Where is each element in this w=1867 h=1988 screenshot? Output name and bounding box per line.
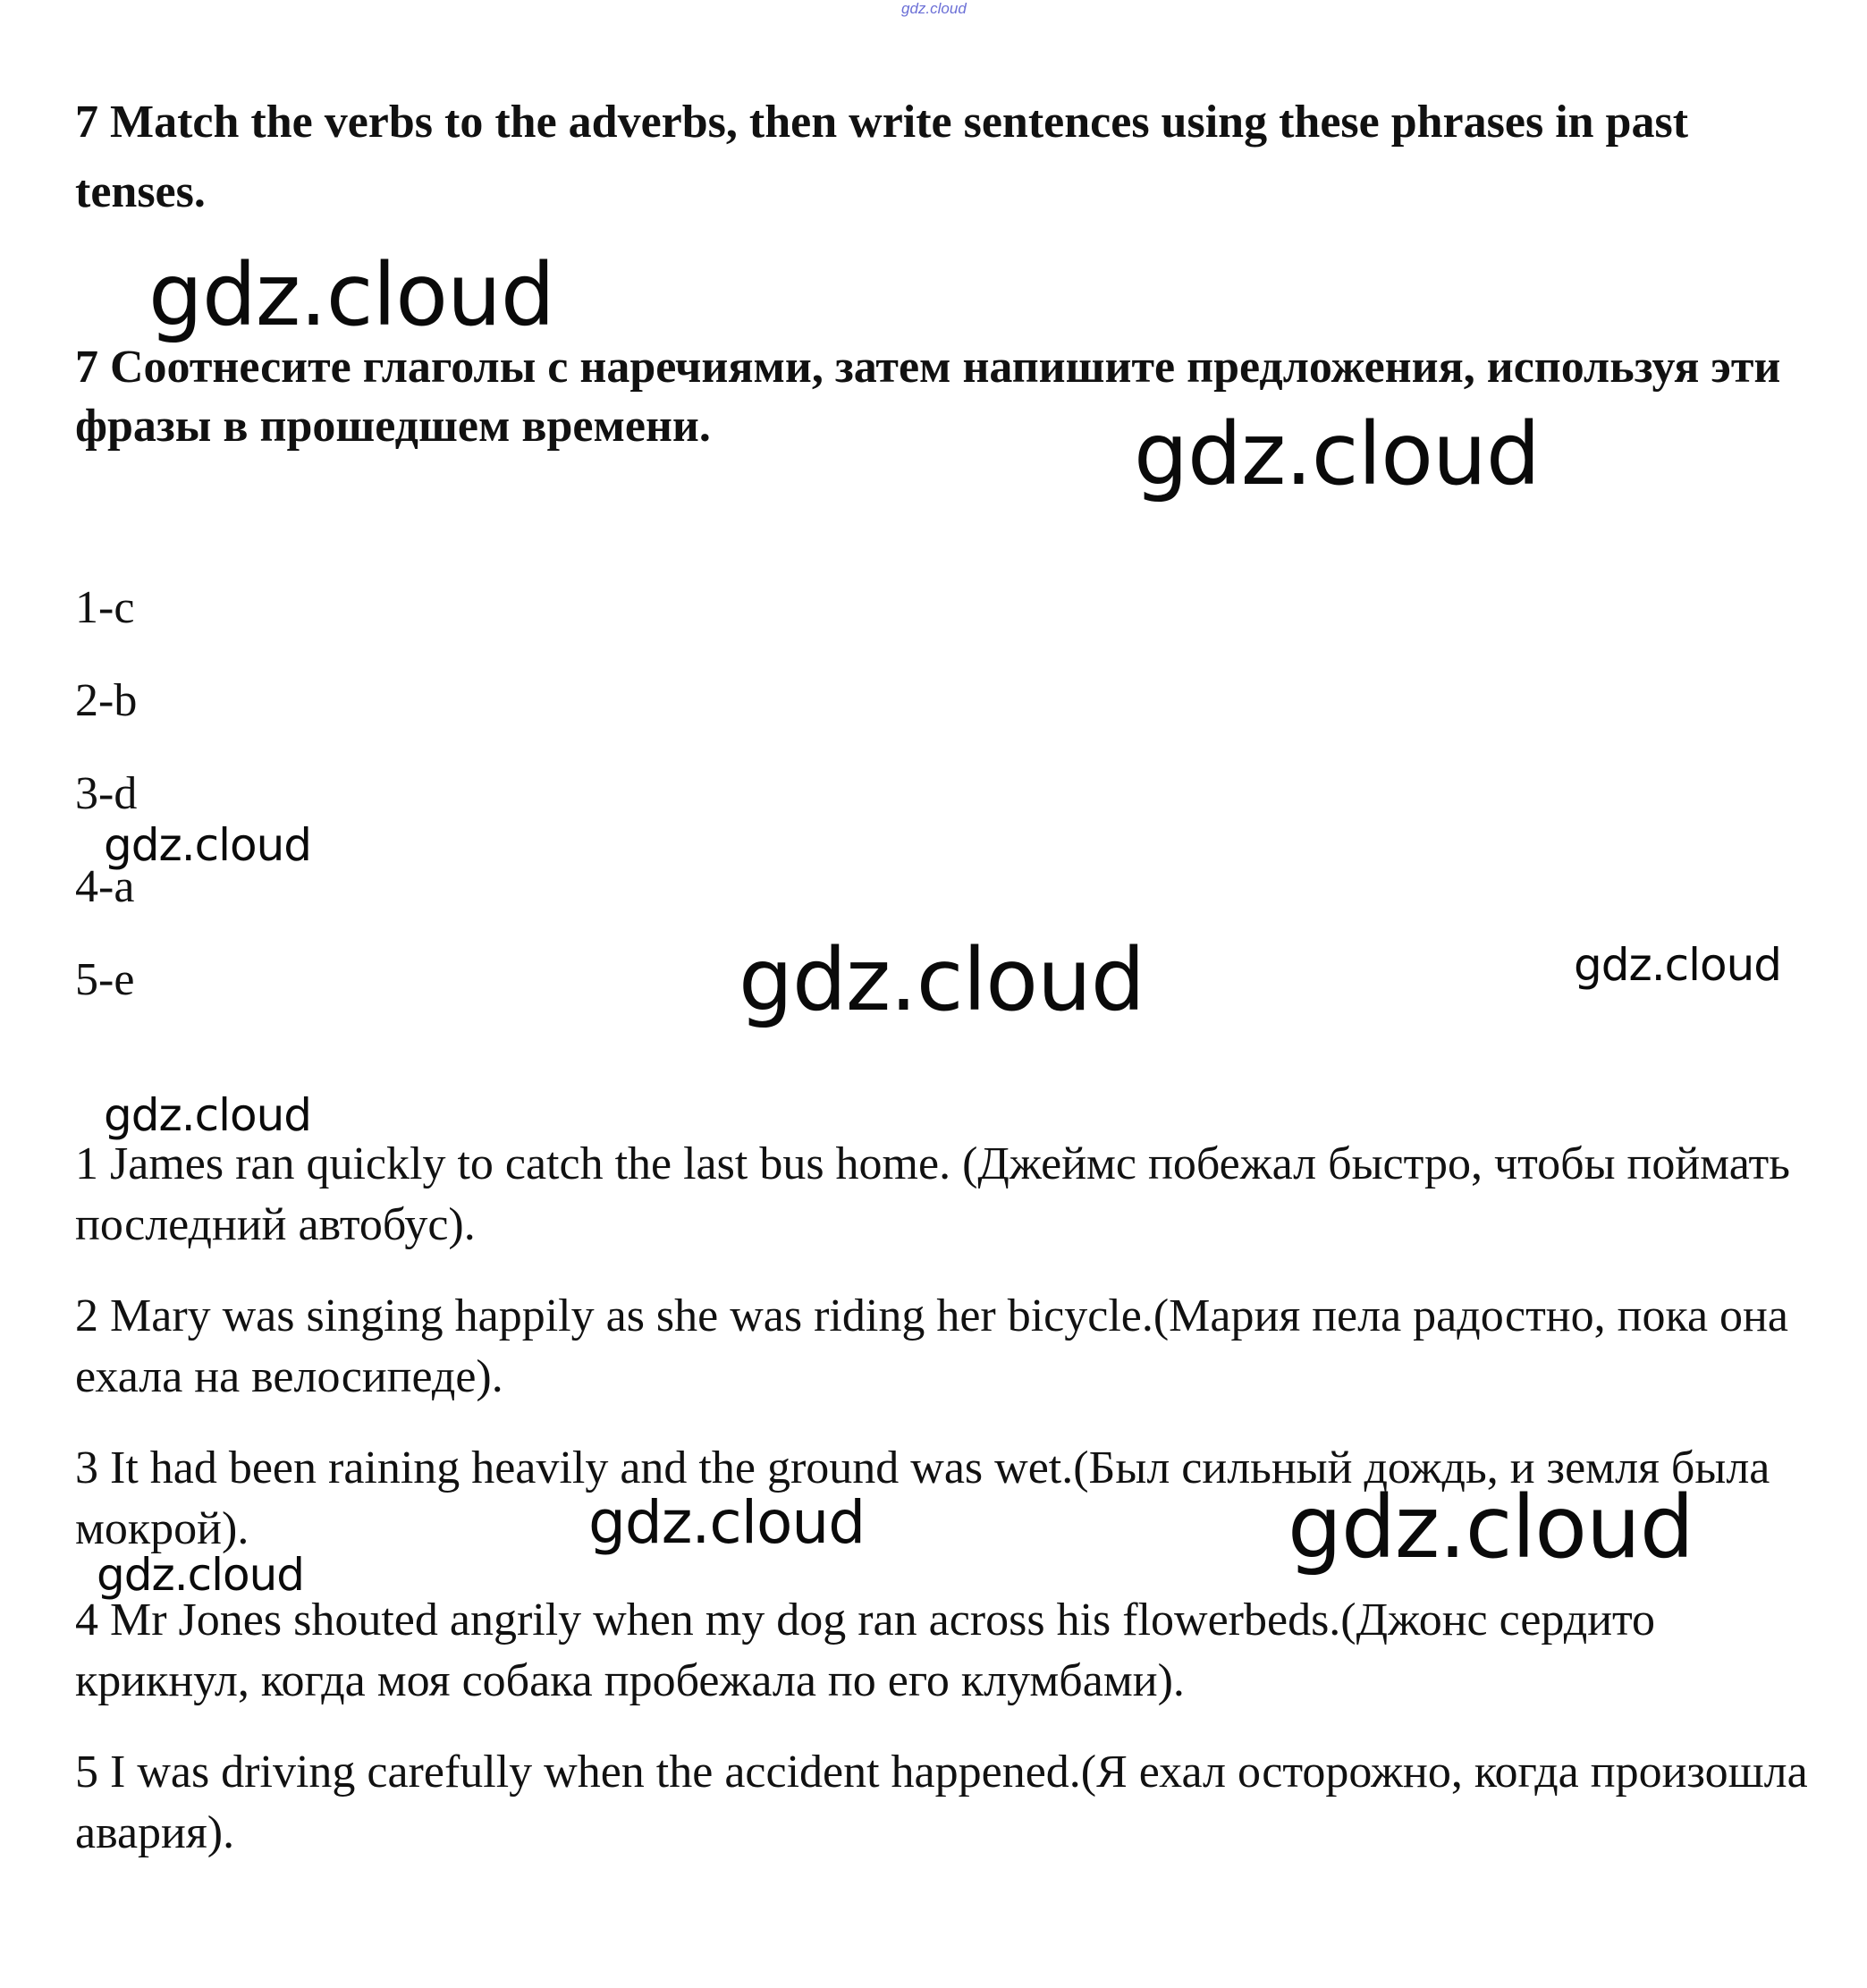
example-sentence: 5 I was driving carefully when the accident happened.(Я ехал осторожно, когда произошла авария). [75,1747,1808,1858]
watermark: gdz.cloud [1134,404,1540,504]
example-sentence: 2 Mary was singing happily as she was riding her bicycle.(Мария пела радостно, пока она ехала на велосипеде). [75,1290,1788,1402]
watermark: gdz.cloud [97,1549,305,1601]
watermark: gdz.cloud [104,819,312,871]
top-watermark: gdz.cloud [901,0,967,17]
watermark: gdz.cloud [148,245,554,345]
answer-item: 5-e [75,954,135,1005]
example-sentence: 1 James ran quickly to catch the last bus home. (Джеймс побежал быстро, чтобы поймать последний автобус). [75,1138,1790,1250]
task-heading-russian: 7 Соотнесите глаголы с наречиями, затем напишите предложения, используя эти фразы в прошедшем времени. [75,342,1781,452]
watermark: gdz.cloud [104,1089,312,1141]
answer-item: 1-c [75,582,135,633]
watermark: gdz.cloud [739,930,1145,1030]
watermark: gdz.cloud [1288,1477,1694,1578]
answer-item: 2-b [75,675,138,726]
watermark: gdz.cloud [588,1488,866,1557]
example-sentence: 4 Mr Jones shouted angrily when my dog ran across his flowerbeds.(Джонс сердито крикнул, когда моя собака пробежала по его клумбами). [75,1595,1656,1706]
task-heading-english: 7 Match the verbs to the adverbs, then write sentences using these phrases in past tenses. [75,97,1689,217]
answer-item: 4-a [75,861,135,912]
answer-item: 3-d [75,768,138,819]
watermark: gdz.cloud [1574,939,1782,991]
example-sentence: 3 It had been raining heavily and the ground was wet.(Был сильный дождь, и земля была мокрой). [75,1442,1770,1554]
